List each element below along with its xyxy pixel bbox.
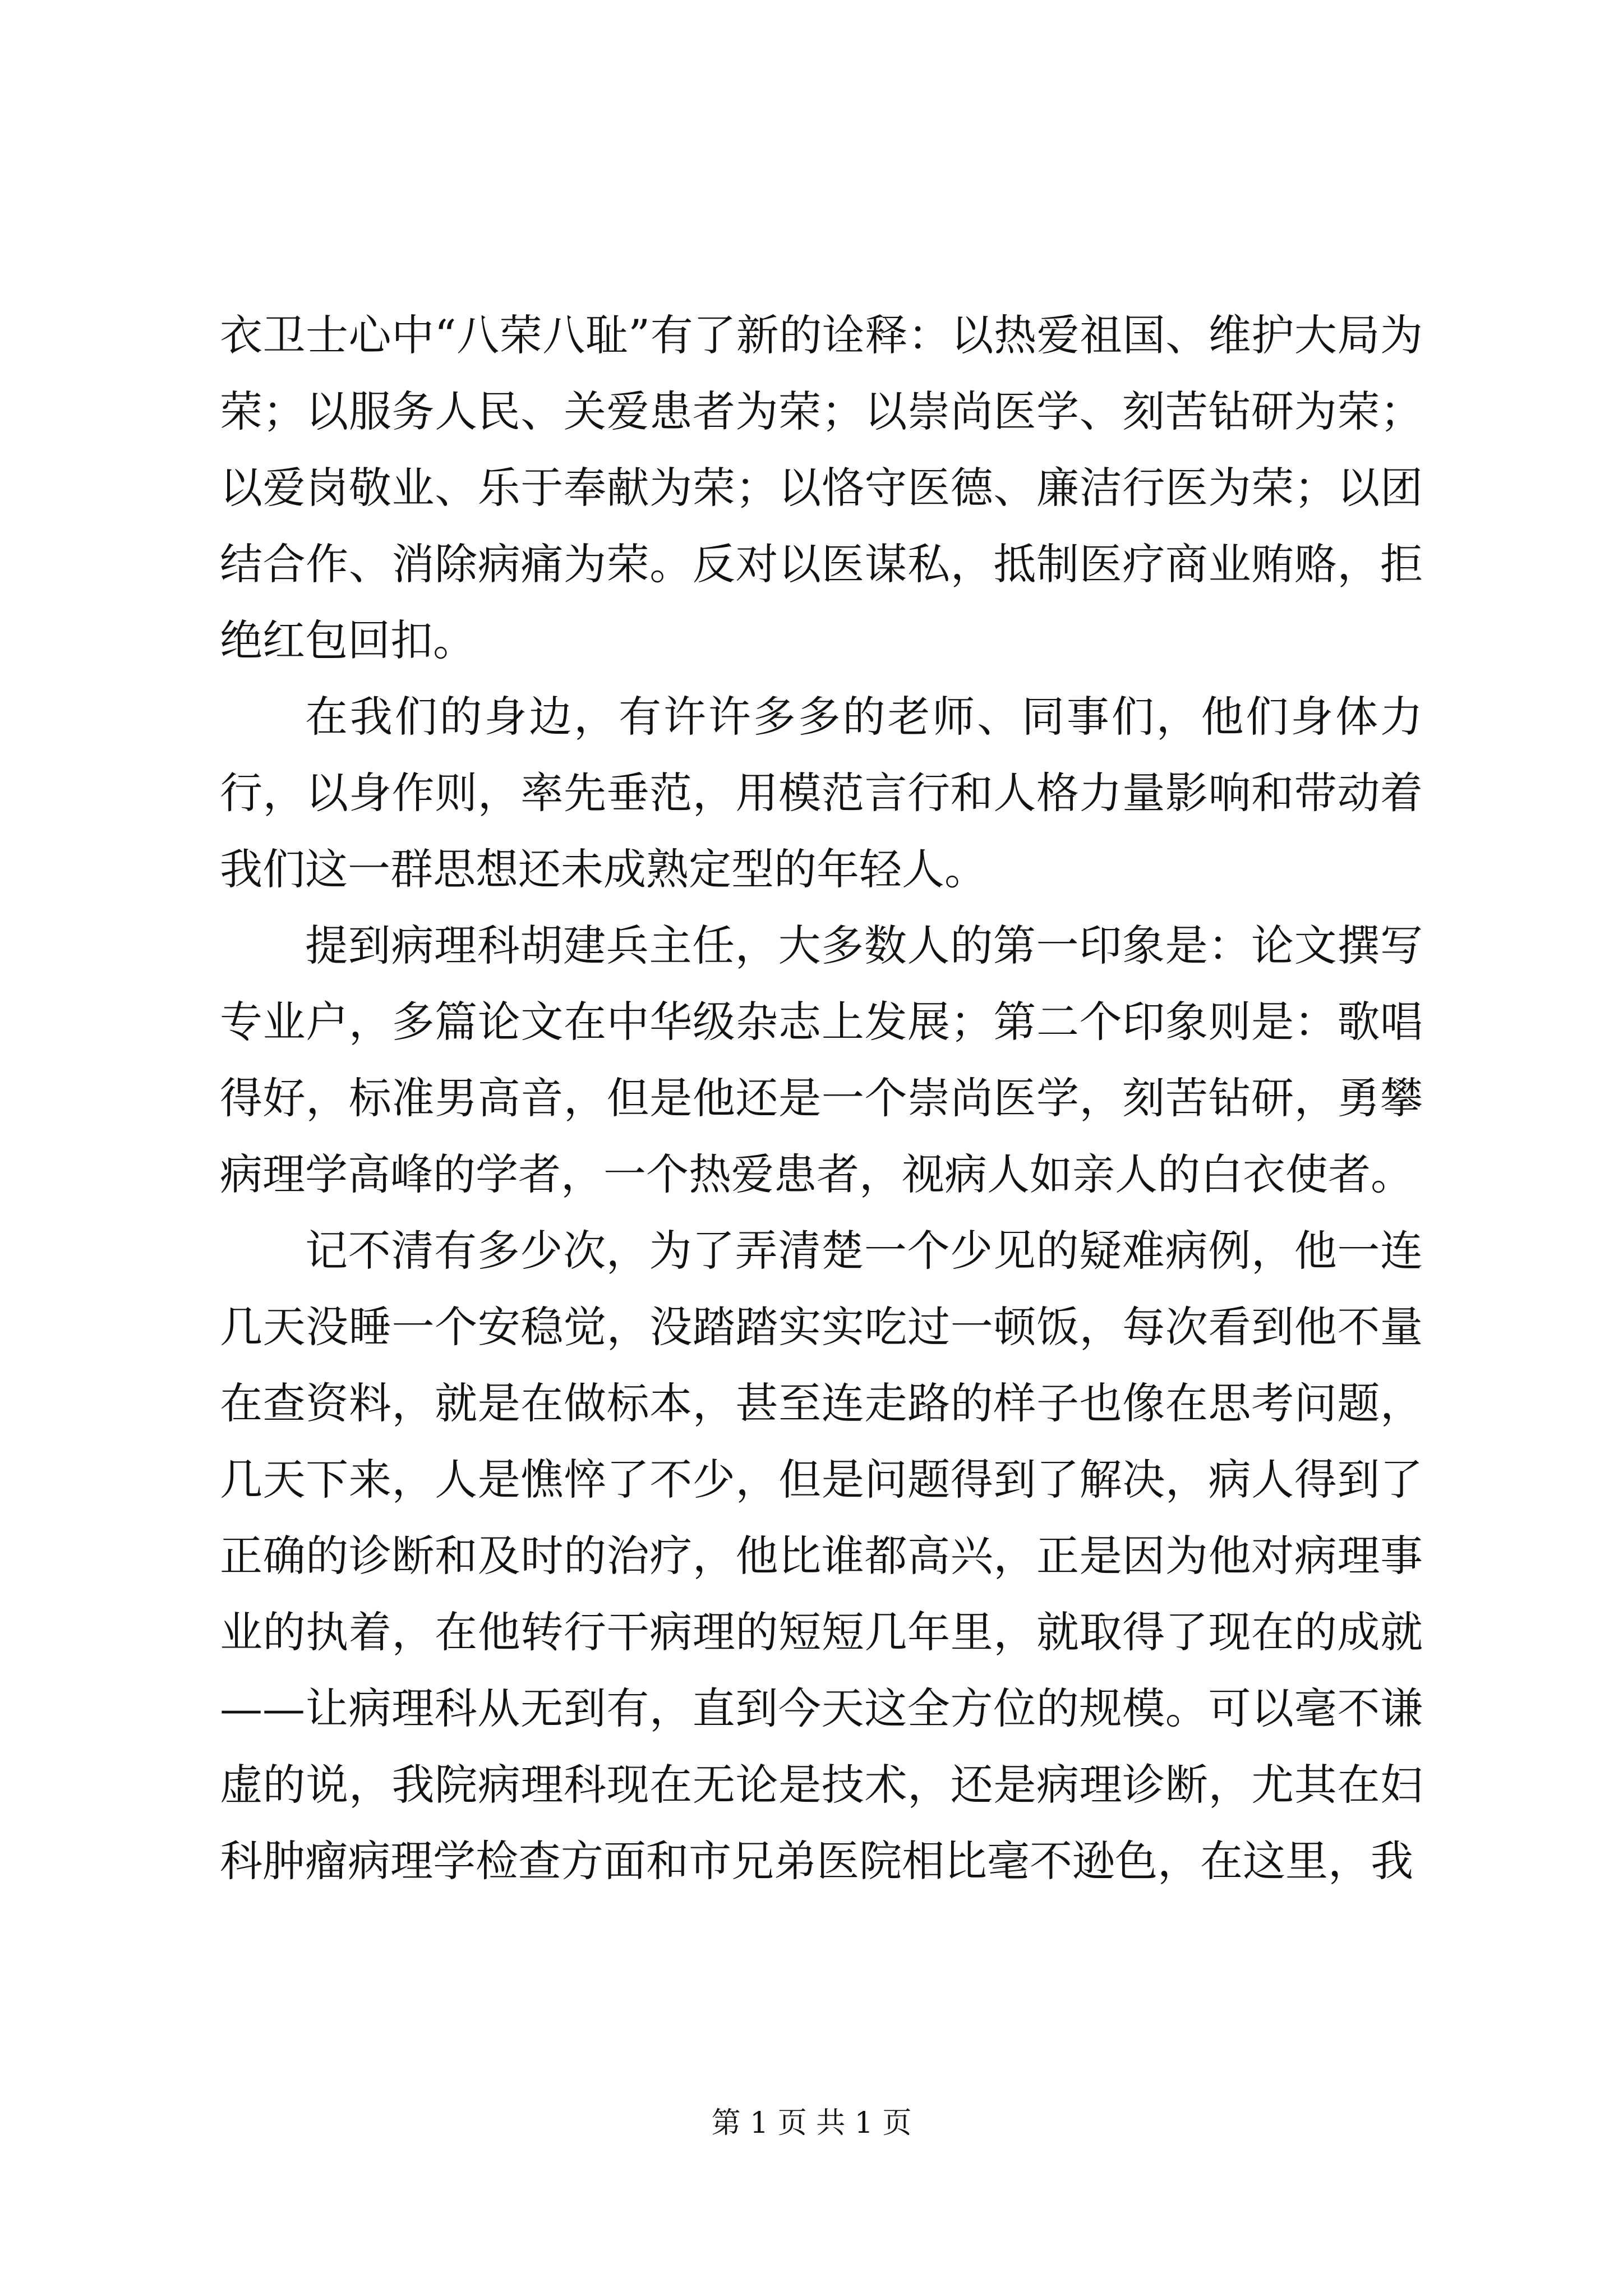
paragraph-3: 提到病理科胡建兵主任，大多数人的第一印象是：论文撰写专业户，多篇论文在中华级杂志上发展；第二个印象则是：歌唱得好，标准男高音，但是他还是一个崇尚医学，刻苦钻研，勇攀病理学高峰的学者，一个热爱患者，视病人如亲人的白衣使者。 [220,921,1423,1199]
paragraph-4: 记不清有多少次，为了弄清楚一个少见的疑难病例，他一连几天没睡一个安稳觉，没踏踏实实吃过一顿饭，每次看到他不量在查资料，就是在做标本，甚至连走路的样子也像在思考问题，几天下来，人是憔悴了不少，但是问题得到了解决，病人得到了正确的诊断和及时的治疗，他比谁都高兴，正是因为他对病理事业的执着，在他转行干病理的短短几年里，就取得了现在的成就——让病理科从无到有，直到今天这全方位的规模。可以毫不谦虚的说，我院病理科现在无论是技术，还是病理诊断，尤其在妇科肿瘤病理学检查方面和市兄弟医院相比毫不逊色，在这里，我 [220,1226,1423,1886]
document-body [220,297,1423,1899]
paragraph-1: 衣卫士心中“八荣八耻”有了新的诠释：以热爱祖国、维护大局为荣；以服务人民、关爱患者为荣；以崇尚医学、刻苦钻研为荣；以爱岗敬业、乐于奉献为荣；以恪守医德、廉洁行医为荣；以团结合作、消除病痛为荣。反对以医谋私，抵制医疗商业贿赂，拒绝红包回扣。 [220,310,1423,665]
paragraph-2: 在我们的身边，有许许多多的老师、同事们，他们身体力行，以身作则，率先垂范，用模范言行和人格力量影响和带动着我们这一群思想还未成熟定型的年轻人。 [220,692,1423,894]
page-footer: 第 1 页 共 1 页 [711,2106,912,2140]
